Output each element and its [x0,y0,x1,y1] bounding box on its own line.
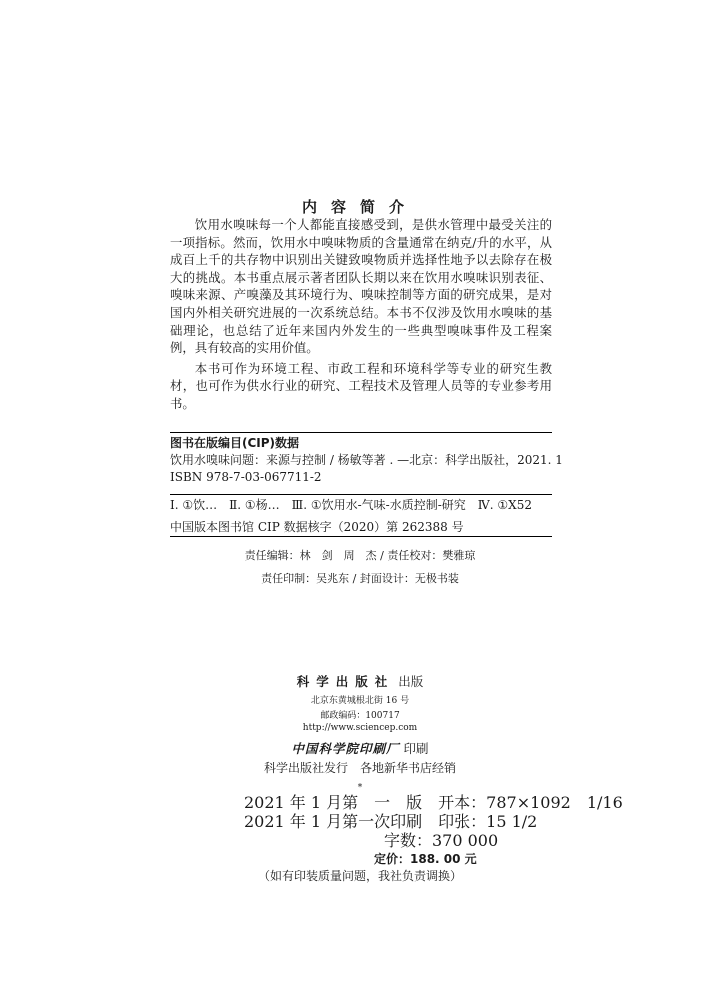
content-summary [170,216,552,413]
publisher-action: 出版 [398,674,424,689]
word-count: 字数：370 000 [384,831,499,850]
publisher-website: http://www.sciencep.com [302,723,418,733]
production-credits: 责任印制：吴兆东 / 封面设计：无极书装 [261,572,459,585]
distribution-line: 科学出版社发行 各地新华书店经销 [263,761,456,775]
cip-title-line: 饮用水嗅味问题：来源与控制 / 杨敏等著 . —北京：科学出版社，2021. 1 [170,453,563,467]
publisher-line [0,672,720,690]
cip-record-number: 中国版本图书馆 CIP 数据核字（2020）第 262388 号 [170,520,464,534]
edition-details [244,793,623,869]
price: 定价：188. 00 元 [374,852,477,866]
printer-line [0,739,720,757]
cip-classification: Ⅰ. ①饮… Ⅱ. ①杨… Ⅲ. ①饮用水-气味-水质控制-研究 Ⅳ. ①X52 [170,498,532,512]
publisher-address: 北京东黄城根北街 16 号 [310,696,410,706]
postcode: 邮政编码：100717 [320,711,400,721]
quality-notice: （如有印装质量问题，我社负责调换） [257,869,462,883]
separator-star: * [357,783,363,793]
publisher-logo: 科学出版社 [296,674,395,689]
printer-logo: 中国科学院印刷厂 [291,741,400,756]
printer-action: 印刷 [403,741,429,756]
section-title: 内容简介 [301,198,418,216]
cip-heading: 图书在版编目(CIP)数据 [170,436,300,450]
summary-paragraph-2: 本书可作为环境工程、市政工程和环境科学等专业的研究生教材，也可作为供水行业的研究、工程技术及管理人员等的专业参考用书。 [170,360,552,411]
editor-credits: 责任编辑：林 剑 周 杰 / 责任校对：樊雅琼 [244,549,476,562]
printing-line: 2021 年 1 月第一次印刷 印张：15 1/2 [244,812,538,831]
edition-line: 2021 年 1 月第 一 版 开本：787×1092 1/16 [244,793,623,812]
cip-block [170,432,563,537]
cip-isbn: ISBN 978-7-03-067711-2 [170,470,322,484]
cip-divider [170,494,552,495]
summary-paragraph-1: 饮用水嗅味每一个人都能直接感受到，是供水管理中最受关注的一项指标。然而，饮用水中嗅味物质的含量通常在纳克/升的水平，从成百上千的共存物中识别出关键致嗅物质并选择性地予以去除存在极大的挑战。本书重点展示著者团队长期以来在饮用水嗅味识别表征、嗅味来源、产嗅藻及其环境行为、嗅味控制等方面的研究成果，是对国内外相关研究进展的一次系统总结。本书不仅涉及饮用水嗅味的基础理论，也总结了近年来国内外发生的一些典型嗅味事件及工程案例，具有较高的实用价值。 [170,217,552,356]
